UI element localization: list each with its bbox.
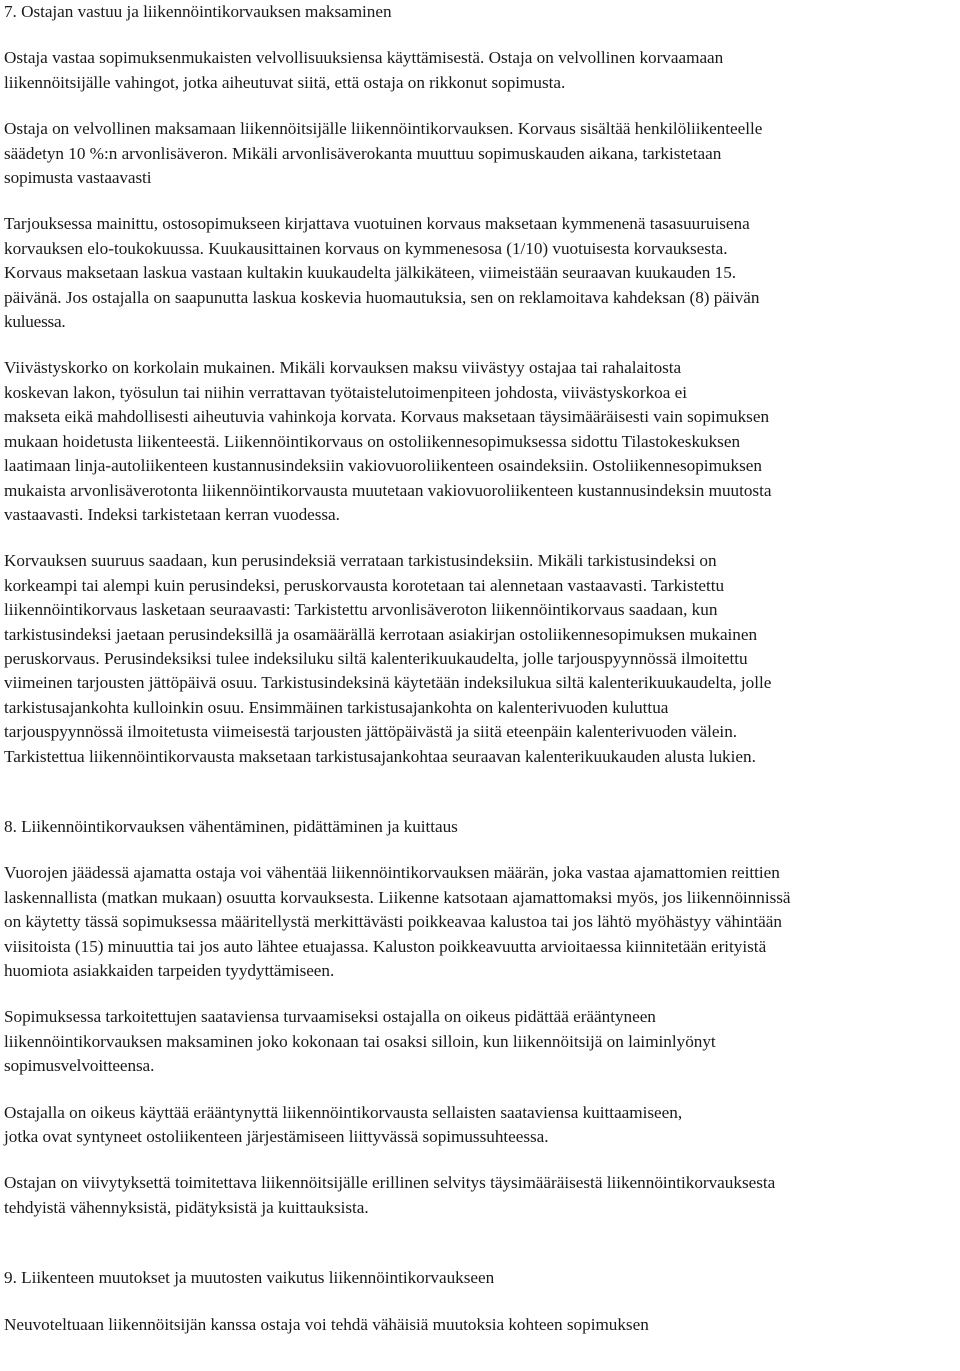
text-line: päivänä. Jos ostajalla on saapunutta laskua koskevia huomautuksia, sen on reklamoitava kahdeksan (8) päivän — [4, 287, 760, 307]
section-9-heading — [4, 1266, 956, 1290]
text-line: makseta eikä mahdollisesti aiheutuvia vahinkoja korvata. Korvaus maksetaan täysimääräisesti vain sopimuksen — [4, 407, 770, 427]
text-line: 8. Liikennöintikorvauksen vähentäminen, pidättäminen ja kuittaus — [4, 816, 458, 836]
text-line: Tarjouksessa mainittu, ostosopimukseen kirjattava vuotuinen korvaus maksetaan kymmenenä tasasuuruisena — [4, 214, 750, 234]
text-line: Sopimuksessa tarkoitettujen saataviensa turvaamiseksi ostajalla on oikeus pidättää erääntyneen — [4, 1007, 656, 1027]
paragraph — [4, 356, 956, 527]
text-line: Ostajalla on oikeus käyttää erääntynyttä liikennöintikorvausta sellaisten saataviensa kuittaamiseen, — [4, 1102, 683, 1122]
text-line: huomiota asiakkaiden tarpeiden tyydyttämiseen. — [4, 961, 335, 980]
text-line: Viivästyskorko on korkolain mukainen. Mikäli korvauksen maksu viivästyy ostajaa tai rahalaitosta — [4, 358, 682, 378]
text-line: mukaista arvonlisäverotonta liikennöintikorvausta muutetaan vakiovuoroliikenteen kustannusindeksin muutosta — [4, 480, 772, 500]
text-line: mukaan hoidetusta liikenteestä. Liikennöintikorvaus on ostoliikennesopimuksessa sidottu Tilastokeskuksen — [4, 431, 741, 451]
text-line: sopimusvelvoitteensa. — [4, 1056, 155, 1076]
section-7-heading — [4, 0, 956, 24]
section-8-heading — [4, 815, 956, 839]
text-line: korkeampi tai alempi kuin perusindeksi, peruskorvausta korotetaan tai alennetaan vastaavasti. Tarkistettu — [4, 575, 725, 595]
paragraph — [4, 117, 956, 190]
paragraph — [4, 861, 956, 983]
text-line: liikennöitsijälle vahingot, jotka aiheutuvat siitä, että ostaja on rikkonut sopimusta. — [4, 72, 566, 92]
text-line: säädetyn 10 %:n arvonlisäveron. Mikäli arvonlisäverokanta muuttuu sopimuskauden aikana, tarkistetaan — [4, 143, 722, 163]
text-line: jotka ovat syntyneet ostoliikenteen järjestämiseen liittyvässä sopimussuhteessa. — [4, 1127, 549, 1147]
paragraph — [4, 549, 956, 769]
text-line: sopimusta vastaavasti — [4, 168, 152, 188]
text-line: laskennallista (matkan mukaan) osuutta korvauksesta. Liikenne katsotaan ajamattomaksi myös, jos liikennöinnissä — [4, 887, 791, 907]
text-line: Ostajan on viivytyksettä toimitettava liikennöitsijälle erillinen selvitys täysimääräisestä liikennöintikorvauksesta — [4, 1173, 776, 1193]
text-line: viisitoista (15) minuuttia tai jos auto lähtee etuajassa. Kaluston poikkeavuutta arvioitaessa kiinnitetään erityistä — [4, 936, 767, 956]
text-line: viimeinen tarjousten jättöpäivä osuu. Tarkistusindeksinä käytetään indeksilukua siltä kalenterikuukaudelta, jolle — [4, 673, 772, 693]
document-page — [4, 0, 956, 1337]
text-line: korvauksen elo-toukokuussa. Kuukausittainen korvaus on kymmenesosa (1/10) vuotuisesta korvauksesta. — [4, 238, 728, 258]
paragraph — [4, 212, 956, 334]
paragraph — [4, 1313, 956, 1337]
paragraph — [4, 46, 956, 95]
text-line: tarkistusindeksi jaetaan perusindeksillä ja osamäärällä kerrotaan asiakirjan ostoliikennesopimuksen mukainen — [4, 624, 758, 644]
text-line: vastaavasti. Indeksi tarkistetaan kerran vuodessa. — [4, 504, 340, 524]
text-line: tehdyistä vähennyksistä, pidätyksistä ja kuittauksista. — [4, 1197, 369, 1217]
text-line: kuluessa. — [4, 312, 66, 332]
text-line: Korvauksen suuruus saadaan, kun perusindeksiä verrataan tarkistusindeksiin. Mikäli tarkistusindeksi on — [4, 551, 717, 571]
text-line: Tarkistettua liikennöintikorvausta maksetaan tarkistusajankohtaa seuraavan kalenterikuukauden alusta lukien. — [4, 746, 756, 766]
text-line: Korvaus maksetaan laskua vastaan kultakin kuukaudelta jälkikäteen, viimeistään seuraavan kuukauden 15. — [4, 263, 737, 283]
paragraph — [4, 1101, 956, 1150]
text-line: liikennöintikorvauksen maksaminen joko kokonaan tai osaksi silloin, kun liikennöitsijä on laiminlyönyt — [4, 1031, 716, 1051]
text-line: tarkistusajankohta kulloinkin osuu. Ensimmäinen tarkistusajankohta on kalenterivuoden kuluttua — [4, 697, 669, 717]
paragraph — [4, 1005, 956, 1078]
text-line: liikennöintikorvaus lasketaan seuraavasti: Tarkistettu arvonlisäveroton liikennöintikorvaus saadaan, kun — [4, 600, 718, 620]
text-line: peruskorvaus. Perusindeksiksi tulee indeksiluku siltä kalenterikuukaudelta, jolle tarjouspyynnössä ilmoitettu — [4, 648, 748, 668]
text-line: Vuorojen jäädessä ajamatta ostaja voi vähentää liikennöintikorvauksen määrän, joka vastaa ajamattomien reittien — [4, 863, 780, 883]
text-line: Neuvoteltuaan liikennöitsijän kanssa ostaja voi tehdä vähäisiä muutoksia kohteen sopimuksen — [4, 1314, 649, 1334]
text-line: 9. Liikenteen muutokset ja muutosten vaikutus liikennöintikorvaukseen — [4, 1268, 495, 1288]
text-line: 7. Ostajan vastuu ja liikennöintikorvauksen maksaminen — [4, 2, 392, 21]
text-line: on käytetty tässä sopimuksessa määritellystä merkittävästi poikkeavaa kalustoa tai jos lähtö myöhästyy vähintään — [4, 912, 782, 932]
text-line: koskevan lakon, työsulun tai niihin verrattavan työtaistelutoimenpiteen johdosta, viivästyskorkoa ei — [4, 382, 687, 402]
text-line: tarjouspyynnössä ilmoitetusta viimeisestä tarjousten jättöpäivästä ja siitä eteenpäin kalenterivuoden välein. — [4, 722, 738, 742]
text-line: Ostaja on velvollinen maksamaan liikennöitsijälle liikennöintikorvauksen. Korvaus sisältää henkilöliikenteelle — [4, 119, 763, 139]
text-line: Ostaja vastaa sopimuksenmukaisten velvollisuuksiensa käyttämisestä. Ostaja on velvollinen korvaamaan — [4, 48, 724, 68]
paragraph — [4, 1171, 956, 1220]
text-line: laatimaan linja-autoliikenteen kustannusindeksiin vakiovuoroliikenteen osaindeksiin. Ostoliikennesopimuksen — [4, 456, 762, 476]
